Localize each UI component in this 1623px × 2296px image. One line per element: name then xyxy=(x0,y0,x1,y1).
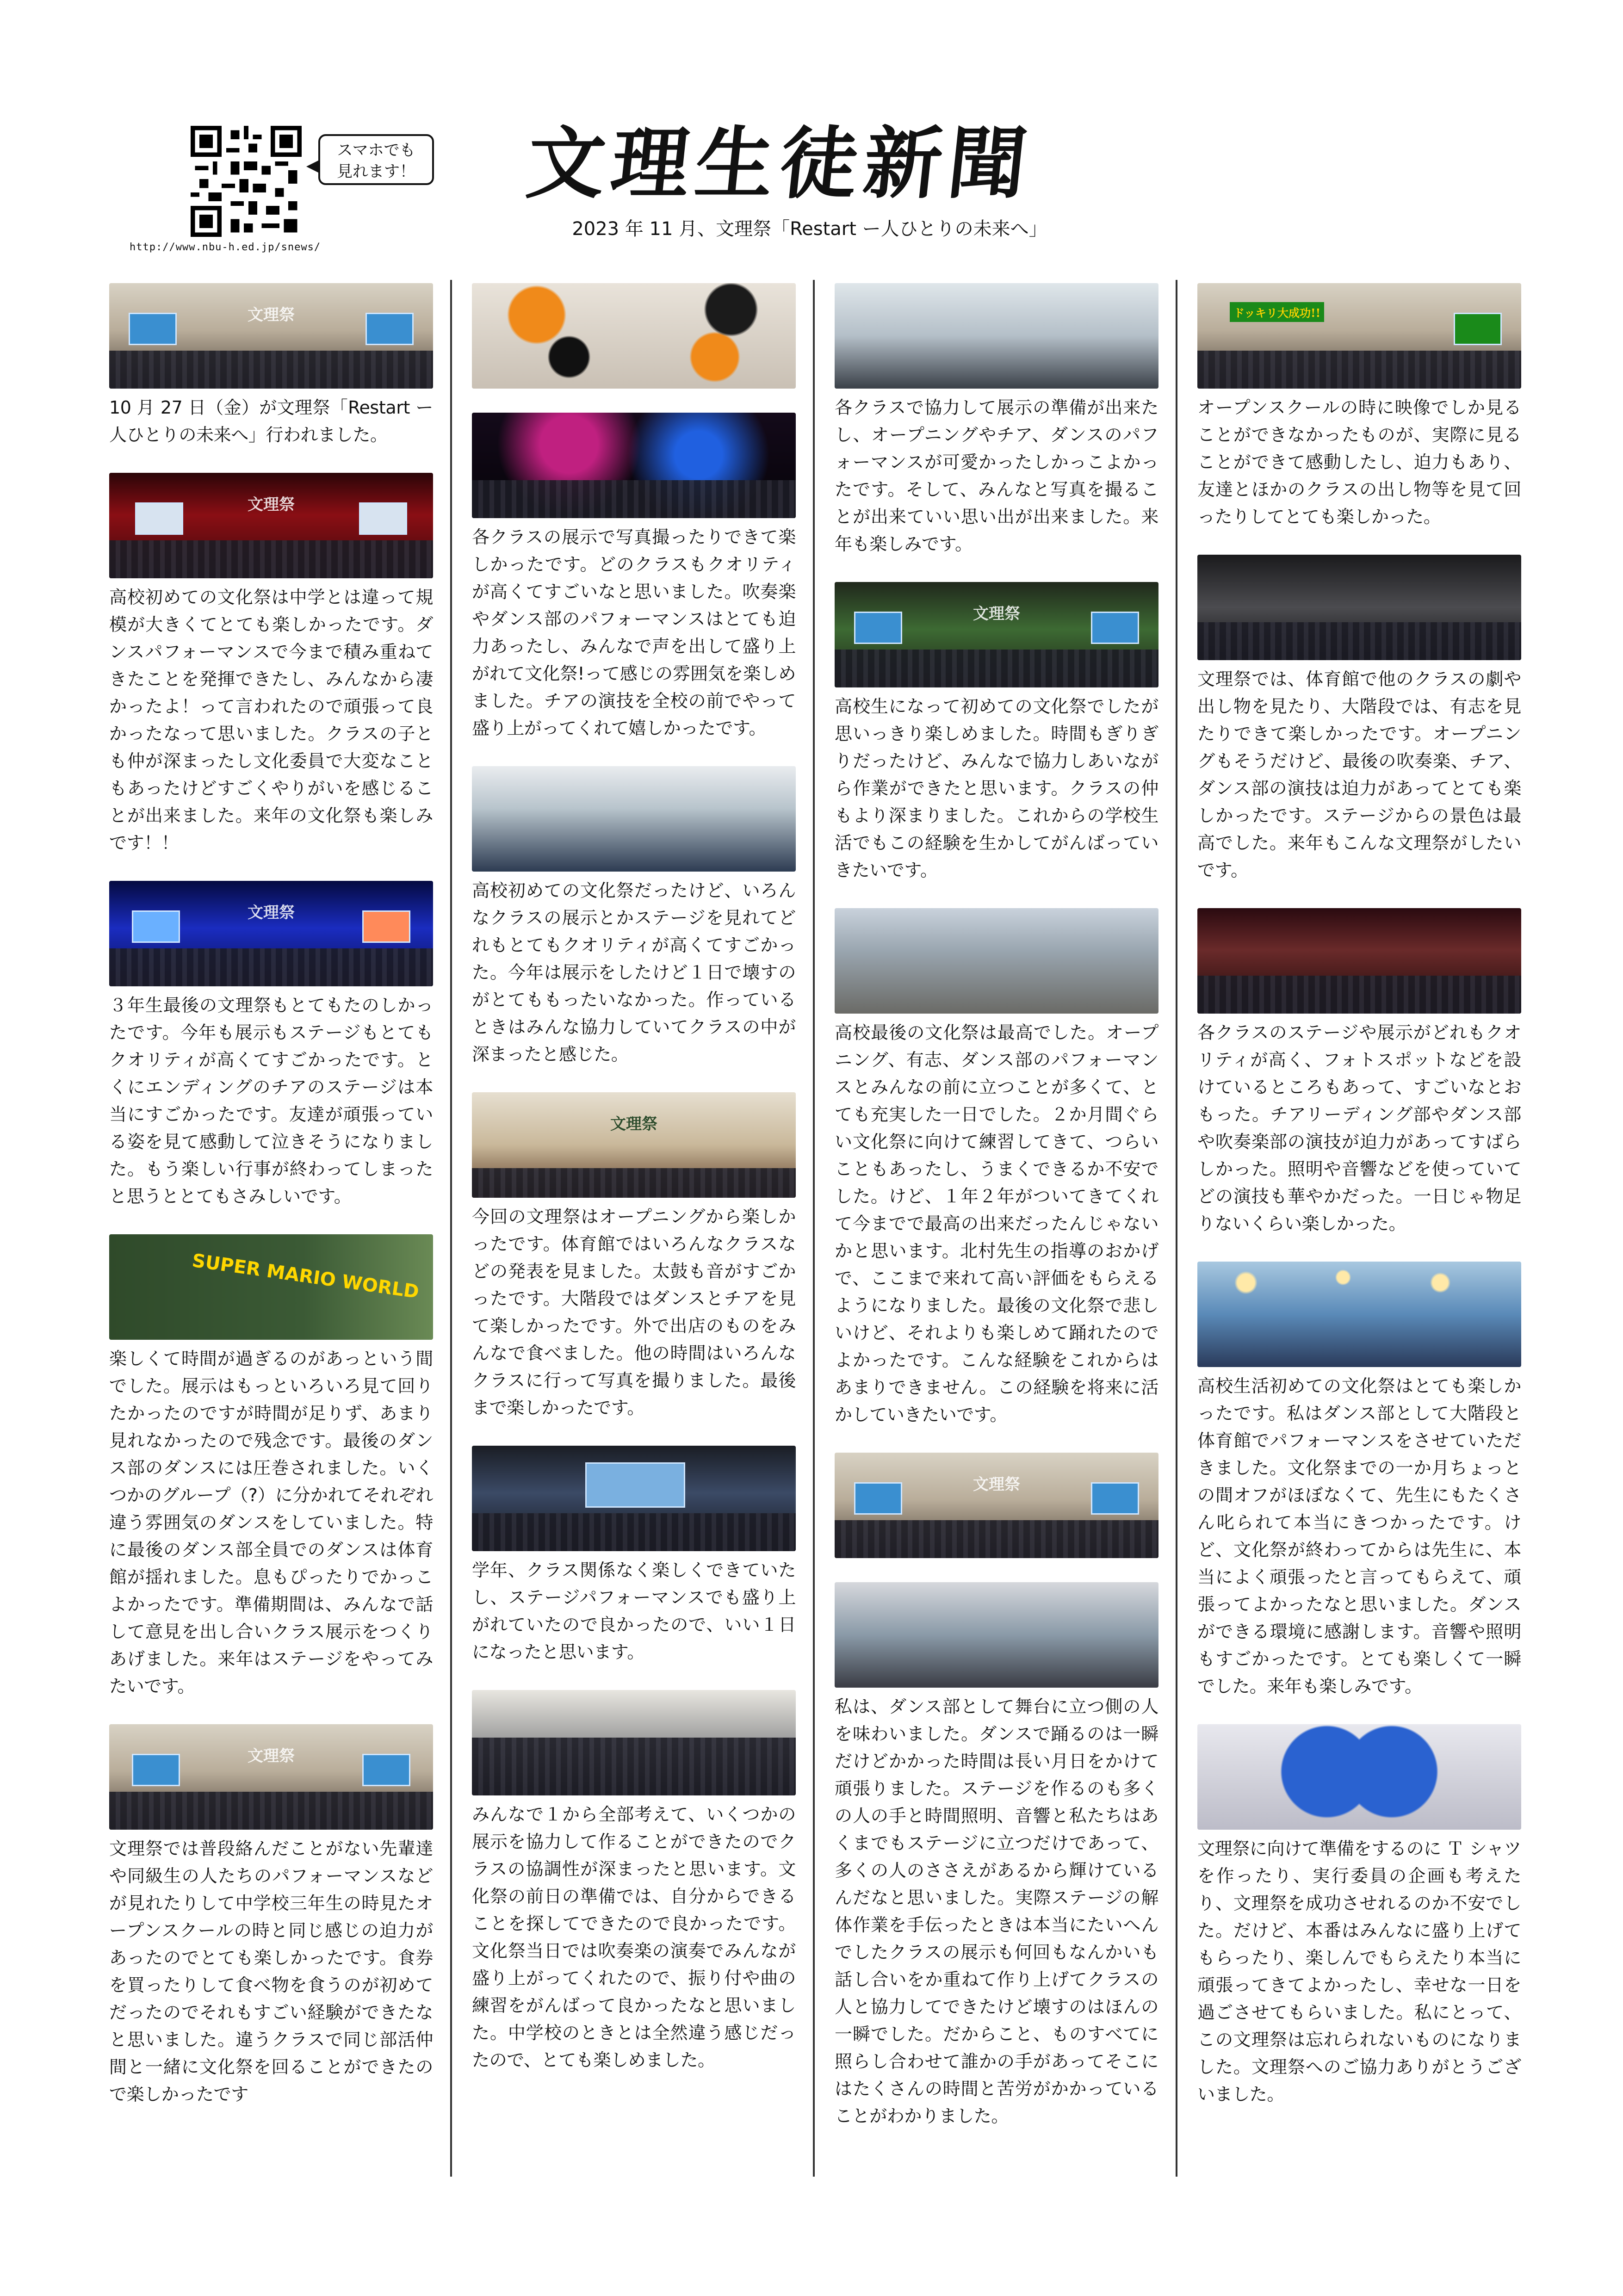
article-text: 高校初めての文化祭は中学とは違って規模が大きくてとても楽しかったです。ダンスパフォーマンスで今まで積み重ねてきたことを発揮できたし、みんなから凄かったよ！って言われたので頑張って良かったなって思いました。クラスの子とも仲が深まったし文化委員で大変なこともあったけどすごくやりがいを感じることが出来ました。来年の文化祭も楽しみです！！ xyxy=(109,587,433,853)
event-photo xyxy=(472,766,796,872)
newspaper-title: 文理生徒新聞 xyxy=(522,118,1038,209)
event-photo xyxy=(109,1724,433,1830)
article-entry xyxy=(835,1582,1158,2130)
article-text: 各クラスのステージや展示がどれもクオリティが高く、フォトスポットなどを設けているところもあって、すごいなとおもった。チアリーディング部やダンス部や吹奏楽部の演技が迫力があってすばらしかった。照明や音響などを使っていてどの演技も華やかだった。一日じゃ物足りないくらい楽しかった。 xyxy=(1197,1022,1521,1234)
stage-screen-icon xyxy=(362,910,410,943)
article-entry xyxy=(472,1690,796,2074)
event-photo xyxy=(1197,555,1521,660)
stage-screen-icon xyxy=(1091,612,1139,644)
article-text: 10 月 27 日（金）が文理祭「Restart ー人ひとりの未来へ」行われました。 xyxy=(109,397,433,445)
audience-icon xyxy=(835,650,1158,687)
event-photo xyxy=(472,1446,796,1551)
audience-icon xyxy=(109,540,433,578)
article-entry xyxy=(835,582,1158,884)
photo-banner: 文理祭 xyxy=(248,495,295,514)
article-entry xyxy=(109,1724,433,2108)
stage-screen-icon xyxy=(1091,1482,1139,1515)
event-photo xyxy=(109,1234,433,1340)
article-text: 文理祭では普段絡んだことがない先輩達や同級生の人たちのパフォーマンスなどが見れたりして中学校三年生の時見たオープンスクールの時と同じ感じの迫力があったのでとても楽しかったです。食券を買ったりして食べ物を食うのが初めてだったのでそれもすごい経験ができたなと思いました。違うクラスで同じ部活仲間と一緒に文化祭を回ることができたので楽しかったです xyxy=(109,1838,433,2104)
event-photo xyxy=(109,283,433,389)
stage-screen-icon xyxy=(359,502,407,535)
photo-banner: 文理祭 xyxy=(610,1115,657,1134)
audience-icon xyxy=(472,1168,796,1198)
mobile-note-text: スマホでも 見れます！ xyxy=(337,141,415,181)
article-entry xyxy=(472,1092,796,1422)
event-photo xyxy=(835,908,1158,1014)
article-entry xyxy=(835,1453,1158,1558)
article-text: 高校生になって初めての文化祭でしたが思いっきり楽しめました。時間もぎりぎりだったけど、みんなで協力しあいながら作業ができたと思います。クラスの仲もより深まりました。これからの学校生活でもこの経験を生かしてがんばっていきたいです。 xyxy=(835,696,1158,880)
audience-icon xyxy=(1197,976,1521,1014)
article-entry xyxy=(109,1234,433,1700)
article-text: 高校生活初めての文化祭はとても楽しかったです。私はダンス部として大階段と体育館でパフォーマンスをさせていただきました。文化祭までの一か月ちょっとの間オフがほぼなくて、先生にもたくさん叱られて本当にきつかったです。けど、文化祭が終わってからは先生に、本当によく頑張ったと言ってもらえて、頑張ってよかったなと思いました。ダンスができる環境に感謝します。音響や照明もすごかったです。とても楽しくて一瞬でした。来年も楽しみです。 xyxy=(1197,1376,1521,1696)
audience-icon xyxy=(109,351,433,389)
event-photo xyxy=(1197,1262,1521,1367)
event-photo xyxy=(835,582,1158,687)
article-text: 私は、ダンス部として舞台に立つ側の人を味わいました。ダンスで踊るのは一瞬だけどかかった時間は長い月日をかけて頑張りました。ステージを作るのも多くの人の手と時間照明、音響と私たちはあくまでもステージに立つだけであって、多くの人のささえがあるから輝けているんだなと思いました。実際ステージの解体作業を手伝ったときは本当にたいへんでしたクラスの展示も何回もなんかいも話し合いをか重ねて作り上げてクラスの人と協力してできたけど壊すのはほんの一瞬でした。だからこと、ものすべてに照らし合わせて誰かの手があってそこにはたくさんの時間と苦労がかかっていることがわかりました。 xyxy=(835,1696,1158,2126)
event-photo xyxy=(835,1582,1158,1688)
event-photo xyxy=(472,413,796,518)
stage-screen-icon xyxy=(132,910,180,943)
column-divider xyxy=(450,280,452,2177)
stage-screen-icon xyxy=(585,1462,685,1507)
stage-screen-icon xyxy=(135,502,183,535)
article-text: 高校初めての文化祭だったけど、いろんなクラスの展示とかステージを見れてどれもとてもクオリティが高くてすごかった。今年は展示をしたけど１日で壊すのがとてももったいなかった。作っているときはみんな協力していてクラスの中が深まったと感じた。 xyxy=(472,880,796,1064)
event-photo xyxy=(1197,908,1521,1014)
photo-banner: ドッキリ大成功!! xyxy=(1230,302,1324,322)
photo-banner: 文理祭 xyxy=(248,904,295,922)
article-text: 各クラスで協力して展示の準備が出来たし、オープニングやチア、ダンスのパフォーマンスが可愛かったしかっこよかったです。そして、みんなと写真を撮ることが出来ていい思い出が出来ました。来年も楽しみです。 xyxy=(835,397,1158,554)
photo-banner: 文理祭 xyxy=(973,1475,1020,1494)
event-photo xyxy=(835,1453,1158,1558)
article-text: 今回の文理祭はオープニングから楽しかったです。体育館ではいろんなクラスなどの発表を見ました。太鼓も音がすごかったです。大階段ではダンスとチアを見て楽しかったです。外で出店のものをみんなで食べました。他の時間はいろんなクラスに行って写真を撮りました。最後まで楽しかったです。 xyxy=(472,1207,796,1418)
stage-screen-icon xyxy=(362,1754,410,1786)
stage-screen-icon xyxy=(854,612,902,644)
audience-icon xyxy=(472,480,796,518)
article-text: 文理祭に向けて準備をするのに Ｔ シャツを作ったり、実行委員の企画も考えたり、文理祭を成功させれるのか不安でした。だけど、本番はみんなに盛り上げてもらったり、楽しんでもらえたり本当に頑張ってきてよかったし、幸せな一日を過ごさせてもらいました。私にとって、この文理祭は忘れられないものになりました。文理祭へのご協力ありがとうございました。 xyxy=(1197,1838,1521,2104)
article-text: 各クラスの展示で写真撮ったりできて楽しかったです。どのクラスもクオリティが高くてすごいなと思いました。吹奏楽やダンス部のパフォーマンスはとても迫力あったし、みんなで声を出して盛り上がれて文化祭!って感じの雰囲気を楽しめました。チアの演技を全校の前でやって盛り上がってくれて嬉しかったです。 xyxy=(472,527,796,738)
audience-icon xyxy=(109,948,433,986)
article-entry xyxy=(472,766,796,1068)
column-divider xyxy=(1176,280,1177,2177)
issue-subtitle: 2023 年 11 月、文理祭「Restart ー人ひとりの未来へ」 xyxy=(572,218,1047,240)
article-column-1 xyxy=(109,283,433,2132)
event-photo xyxy=(109,881,433,986)
article-entry xyxy=(472,413,796,742)
qr-code[interactable] xyxy=(191,126,302,237)
article-text: オープンスクールの時に映像でしか見ることができなかったものが、実際に見ることができて感動したし、迫力もあり、友達とほかのクラスの出し物等を見て回ったりしてとても楽しかった。 xyxy=(1197,397,1521,527)
article-text: 高校最後の文化祭は最高でした。オープニング、有志、ダンス部のパフォーマンスとみんなの前に立つことが多くて、とても充実した一日でした。２か月間ぐらい文化祭に向けて練習してきて、つらいこともあったし、うまくできるか不安でした。けど、１年２年がついてきてくれて今までで最高の出来だったんじゃないかと思います。北村先生の指導のおかげで、ここまで来れて高い評価をもらえるようになりました。最後の文化祭で悲しいけど、それよりも楽しめて踊れたのでよかったです。こんな経験をこれからはあまりできません。この経験を将来に活かしていきたいです。 xyxy=(835,1022,1158,1425)
article-text: 文理祭では、体育館で他のクラスの劇や出し物を見たり、大階段では、有志を見たりできて楽しかったです。オープニングもそうだけど、最後の吹奏楽、チア、ダンス部の演技は迫力があってとても楽しかったです。ステージからの景色は最高でした。来年もこんな文理祭がしたいです。 xyxy=(1197,669,1521,880)
article-entry xyxy=(1197,555,1521,884)
photo-banner: 文理祭 xyxy=(248,306,295,325)
audience-icon xyxy=(1197,351,1521,389)
article-entry xyxy=(835,908,1158,1429)
article-column-2 xyxy=(472,283,796,2098)
article-entry xyxy=(1197,908,1521,1238)
event-photo xyxy=(109,473,433,578)
audience-icon xyxy=(1197,622,1521,660)
article-entry xyxy=(1197,283,1521,531)
stage-screen-icon xyxy=(1454,313,1502,345)
article-entry xyxy=(1197,1724,1521,2108)
article-entry xyxy=(109,473,433,857)
article-text: ３年生最後の文理祭もとてもたのしかったです。今年も展示もステージもとてもクオリティが高くてすごかったです。とくにエンディングのチアのステージは本当にすごかったです。友達が頑張っている姿を見て感動して泣きそうになりました。もう楽しい行事が終わってしまったと思うととてもさみしいです。 xyxy=(109,995,433,1207)
audience-icon xyxy=(109,1792,433,1830)
stage-screen-icon xyxy=(132,1754,180,1786)
article-text: みんなで１から全部考えて、いくつかの展示を協力して作ることができたのでクラスの協調性が深まったと思います。文化祭の前日の準備では、自分からできることを探してできたので良かったです。文化祭当日では吹奏楽の演奏でみんなが盛り上がってくれたので、振り付や曲の練習をがんばって良かったなと思いました。中学校のときとは全然違う感じだったので、とても楽しめました。 xyxy=(472,1804,796,2070)
audience-icon xyxy=(472,1738,796,1795)
photo-banner: SUPER MARIO WORLD xyxy=(191,1250,421,1303)
photo-banner: 文理祭 xyxy=(248,1747,295,1766)
article-entry xyxy=(472,283,796,389)
stage-screen-icon xyxy=(854,1482,902,1515)
stage-screen-icon xyxy=(365,313,414,345)
article-entry xyxy=(1197,1262,1521,1700)
event-photo xyxy=(472,283,796,389)
article-entry xyxy=(835,283,1158,558)
photo-banner: 文理祭 xyxy=(973,605,1020,624)
article-text: 楽しくて時間が過ぎるのがあっという間でした。展示はもっといろいろ見て回りたかったのですが時間が足りず、あまり見れなかったので残念です。最後のダンス部のダンスには圧巻されました。いくつかのグループ（?）に分かれてそれぞれ違う雰囲気のダンスをしていました。特に最後のダンス部全員でのダンスは体育館が揺れました。息もぴったりでかっこよかったです。準備期間は、みんなで話して意見を出し合いクラス展示をつくりあげました。来年はステージをやってみたいです。 xyxy=(109,1349,433,1696)
mobile-note-bubble xyxy=(318,134,434,185)
article-text: 学年、クラス関係なく楽しくできていたし、ステージパフォーマンスでも盛り上がれていたので良かったので、いい１日になったと思います。 xyxy=(472,1560,796,1662)
audience-icon xyxy=(835,1520,1158,1558)
article-entry xyxy=(109,283,433,449)
article-column-4 xyxy=(1197,283,1521,2132)
article-entry xyxy=(472,1446,796,1666)
audience-icon xyxy=(472,1513,796,1551)
event-photo xyxy=(1197,1724,1521,1830)
event-photo xyxy=(1197,283,1521,389)
event-photo xyxy=(472,1690,796,1795)
article-column-3 xyxy=(835,283,1158,2154)
event-photo xyxy=(472,1092,796,1198)
article-entry xyxy=(109,881,433,1210)
qr-url: http://www.nbu-h.ed.jp/snews/ xyxy=(130,241,321,253)
event-photo xyxy=(835,283,1158,389)
stage-screen-icon xyxy=(129,313,177,345)
column-divider xyxy=(813,280,815,2177)
